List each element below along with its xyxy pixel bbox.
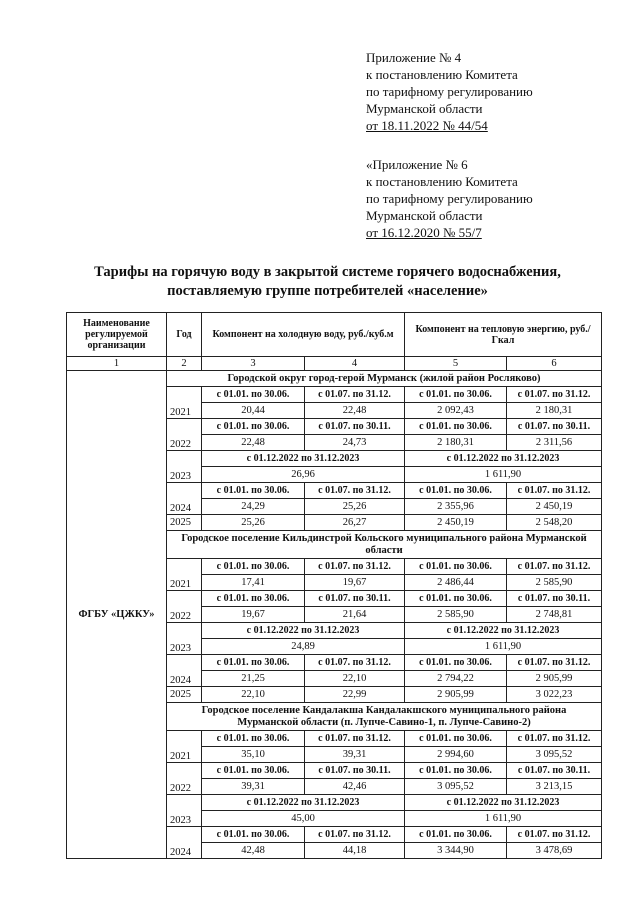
period-label: с 01.01. по 30.06. <box>202 419 305 435</box>
period-label: с 01.01. по 30.06. <box>405 387 507 403</box>
period-label: с 01.01. по 30.06. <box>405 655 507 671</box>
appendix-line: «Приложение № 6 <box>366 157 468 172</box>
period-label: с 01.01. по 30.06. <box>202 387 305 403</box>
value-cell: 2 180,31 <box>507 403 602 419</box>
value-cell: 45,00 <box>202 811 405 827</box>
appendix-6-header <box>366 156 626 241</box>
value-cell: 24,73 <box>305 435 405 451</box>
value-cell: 2 994,60 <box>405 747 507 763</box>
period-label: с 01.01. по 30.06. <box>405 483 507 499</box>
period-label: с 01.07. по 31.12. <box>507 655 602 671</box>
value-cell: 22,99 <box>305 687 405 703</box>
period-label: с 01.07. по 30.11. <box>305 763 405 779</box>
value-cell: 2 450,19 <box>507 499 602 515</box>
period-label: с 01.07. по 31.12. <box>305 387 405 403</box>
value-cell: 22,10 <box>202 687 305 703</box>
period-label: с 01.07. по 31.12. <box>507 387 602 403</box>
appendix-line: к постановлению Комитета <box>366 67 518 82</box>
period-label: с 01.01. по 30.06. <box>405 591 507 607</box>
period-label: с 01.12.2022 по 31.12.2023 <box>405 795 602 811</box>
period-label: с 01.12.2022 по 31.12.2023 <box>405 623 602 639</box>
column-number: 2 <box>167 357 202 371</box>
value-cell: 42,46 <box>305 779 405 795</box>
year-cell: 2022 <box>167 591 202 623</box>
value-cell: 3 022,23 <box>507 687 602 703</box>
period-label: с 01.12.2022 по 31.12.2023 <box>202 795 405 811</box>
value-cell: 17,41 <box>202 575 305 591</box>
value-cell: 2 585,90 <box>507 575 602 591</box>
period-label: с 01.01. по 30.06. <box>405 827 507 843</box>
header-heat-energy: Компонент на тепловую энергию, руб./Гкал <box>405 313 602 357</box>
period-label: с 01.01. по 30.06. <box>202 827 305 843</box>
period-label: с 01.01. по 30.06. <box>202 559 305 575</box>
value-cell: 2 355,96 <box>405 499 507 515</box>
period-label: с 01.07. по 31.12. <box>305 483 405 499</box>
period-label: с 01.01. по 30.06. <box>405 419 507 435</box>
period-label: с 01.07. по 30.11. <box>305 591 405 607</box>
organization-name: ФГБУ «ЦЖКУ» <box>67 371 167 859</box>
period-label: с 01.01. по 30.06. <box>202 483 305 499</box>
value-cell: 1 611,90 <box>405 639 602 655</box>
value-cell: 39,31 <box>305 747 405 763</box>
appendix-line: по тарифному регулированию <box>366 84 533 99</box>
appendix-line: Мурманской области <box>366 101 483 116</box>
document-title <box>40 263 615 301</box>
value-cell: 1 611,90 <box>405 811 602 827</box>
period-label: с 01.12.2022 по 31.12.2023 <box>405 451 602 467</box>
header-cold-water: Компонент на холодную воду, руб./куб.м <box>202 313 405 357</box>
header-org: Наименование регулируемой организации <box>67 313 167 357</box>
appendix-4-header <box>366 49 626 134</box>
value-cell: 26,96 <box>202 467 405 483</box>
year-cell: 2025 <box>167 687 202 703</box>
year-cell: 2023 <box>167 623 202 655</box>
value-cell: 2 450,19 <box>405 515 507 531</box>
column-number: 1 <box>67 357 167 371</box>
section-title: Городской округ город-герой Мурманск (жилой район Росляково) <box>167 371 602 387</box>
appendix-date: от 16.12.2020 № 55/7 <box>366 225 482 240</box>
value-cell: 2 486,44 <box>405 575 507 591</box>
year-cell: 2021 <box>167 731 202 763</box>
period-label: с 01.07. по 31.12. <box>305 827 405 843</box>
header-year: Год <box>167 313 202 357</box>
period-label: с 01.07. по 31.12. <box>507 483 602 499</box>
value-cell: 19,67 <box>305 575 405 591</box>
value-cell: 19,67 <box>202 607 305 623</box>
year-cell: 2023 <box>167 451 202 483</box>
value-cell: 3 095,52 <box>405 779 507 795</box>
title-line: поставляемую группе потребителей «население» <box>167 283 488 299</box>
value-cell: 2 311,56 <box>507 435 602 451</box>
value-cell: 44,18 <box>305 843 405 859</box>
appendix-date: от 18.11.2022 № 44/54 <box>366 118 488 133</box>
section-title: Городское поселение Кильдинстрой Кольского муниципального района Мурманской области <box>167 531 602 559</box>
value-cell: 22,48 <box>202 435 305 451</box>
year-cell: 2022 <box>167 419 202 451</box>
column-number: 5 <box>405 357 507 371</box>
value-cell: 2 748,81 <box>507 607 602 623</box>
tariff-table <box>66 312 602 859</box>
value-cell: 2 905,99 <box>507 671 602 687</box>
value-cell: 42,48 <box>202 843 305 859</box>
value-cell: 2 092,43 <box>405 403 507 419</box>
title-line: Тарифы на горячую воду в закрытой системе горячего водоснабжения, <box>94 264 561 280</box>
column-number: 4 <box>305 357 405 371</box>
value-cell: 22,10 <box>305 671 405 687</box>
year-cell: 2023 <box>167 795 202 827</box>
column-number: 6 <box>507 357 602 371</box>
value-cell: 24,29 <box>202 499 305 515</box>
value-cell: 2 794,22 <box>405 671 507 687</box>
appendix-line: по тарифному регулированию <box>366 191 533 206</box>
period-label: с 01.07. по 31.12. <box>507 559 602 575</box>
value-cell: 25,26 <box>305 499 405 515</box>
period-label: с 01.01. по 30.06. <box>405 559 507 575</box>
period-label: с 01.01. по 30.06. <box>405 731 507 747</box>
value-cell: 39,31 <box>202 779 305 795</box>
value-cell: 21,64 <box>305 607 405 623</box>
year-cell: 2022 <box>167 763 202 795</box>
value-cell: 2 905,99 <box>405 687 507 703</box>
value-cell: 24,89 <box>202 639 405 655</box>
section-title: Городское поселение Кандалакша Кандалакшского муниципального района Мурманской области (п. Лупче-Савино-1, п. Лупче-Савино-2) <box>167 703 602 731</box>
value-cell: 21,25 <box>202 671 305 687</box>
period-label: с 01.07. по 30.11. <box>507 591 602 607</box>
value-cell: 2 585,90 <box>405 607 507 623</box>
appendix-line: Приложение № 4 <box>366 50 462 65</box>
value-cell: 35,10 <box>202 747 305 763</box>
period-label: с 01.01. по 30.06. <box>405 763 507 779</box>
value-cell: 3 213,15 <box>507 779 602 795</box>
period-label: с 01.01. по 30.06. <box>202 731 305 747</box>
period-label: с 01.07. по 31.12. <box>305 559 405 575</box>
year-cell: 2024 <box>167 827 202 859</box>
value-cell: 2 180,31 <box>405 435 507 451</box>
period-label: с 01.12.2022 по 31.12.2023 <box>202 451 405 467</box>
year-cell: 2021 <box>167 387 202 419</box>
value-cell: 26,27 <box>305 515 405 531</box>
period-label: с 01.07. по 31.12. <box>305 655 405 671</box>
value-cell: 22,48 <box>305 403 405 419</box>
period-label: с 01.01. по 30.06. <box>202 763 305 779</box>
year-cell: 2021 <box>167 559 202 591</box>
period-label: с 01.07. по 31.12. <box>507 731 602 747</box>
year-cell: 2025 <box>167 515 202 531</box>
value-cell: 1 611,90 <box>405 467 602 483</box>
period-label: с 01.07. по 30.11. <box>507 763 602 779</box>
column-number: 3 <box>202 357 305 371</box>
value-cell: 3 344,90 <box>405 843 507 859</box>
period-label: с 01.01. по 30.06. <box>202 591 305 607</box>
value-cell: 3 478,69 <box>507 843 602 859</box>
value-cell: 20,44 <box>202 403 305 419</box>
year-cell: 2024 <box>167 655 202 687</box>
period-label: с 01.01. по 30.06. <box>202 655 305 671</box>
value-cell: 3 095,52 <box>507 747 602 763</box>
period-label: с 01.07. по 30.11. <box>507 419 602 435</box>
value-cell: 2 548,20 <box>507 515 602 531</box>
appendix-line: Мурманской области <box>366 208 483 223</box>
appendix-line: к постановлению Комитета <box>366 174 518 189</box>
period-label: с 01.07. по 30.11. <box>305 419 405 435</box>
period-label: с 01.07. по 31.12. <box>507 827 602 843</box>
period-label: с 01.07. по 31.12. <box>305 731 405 747</box>
period-label: с 01.12.2022 по 31.12.2023 <box>202 623 405 639</box>
value-cell: 25,26 <box>202 515 305 531</box>
year-cell: 2024 <box>167 483 202 515</box>
